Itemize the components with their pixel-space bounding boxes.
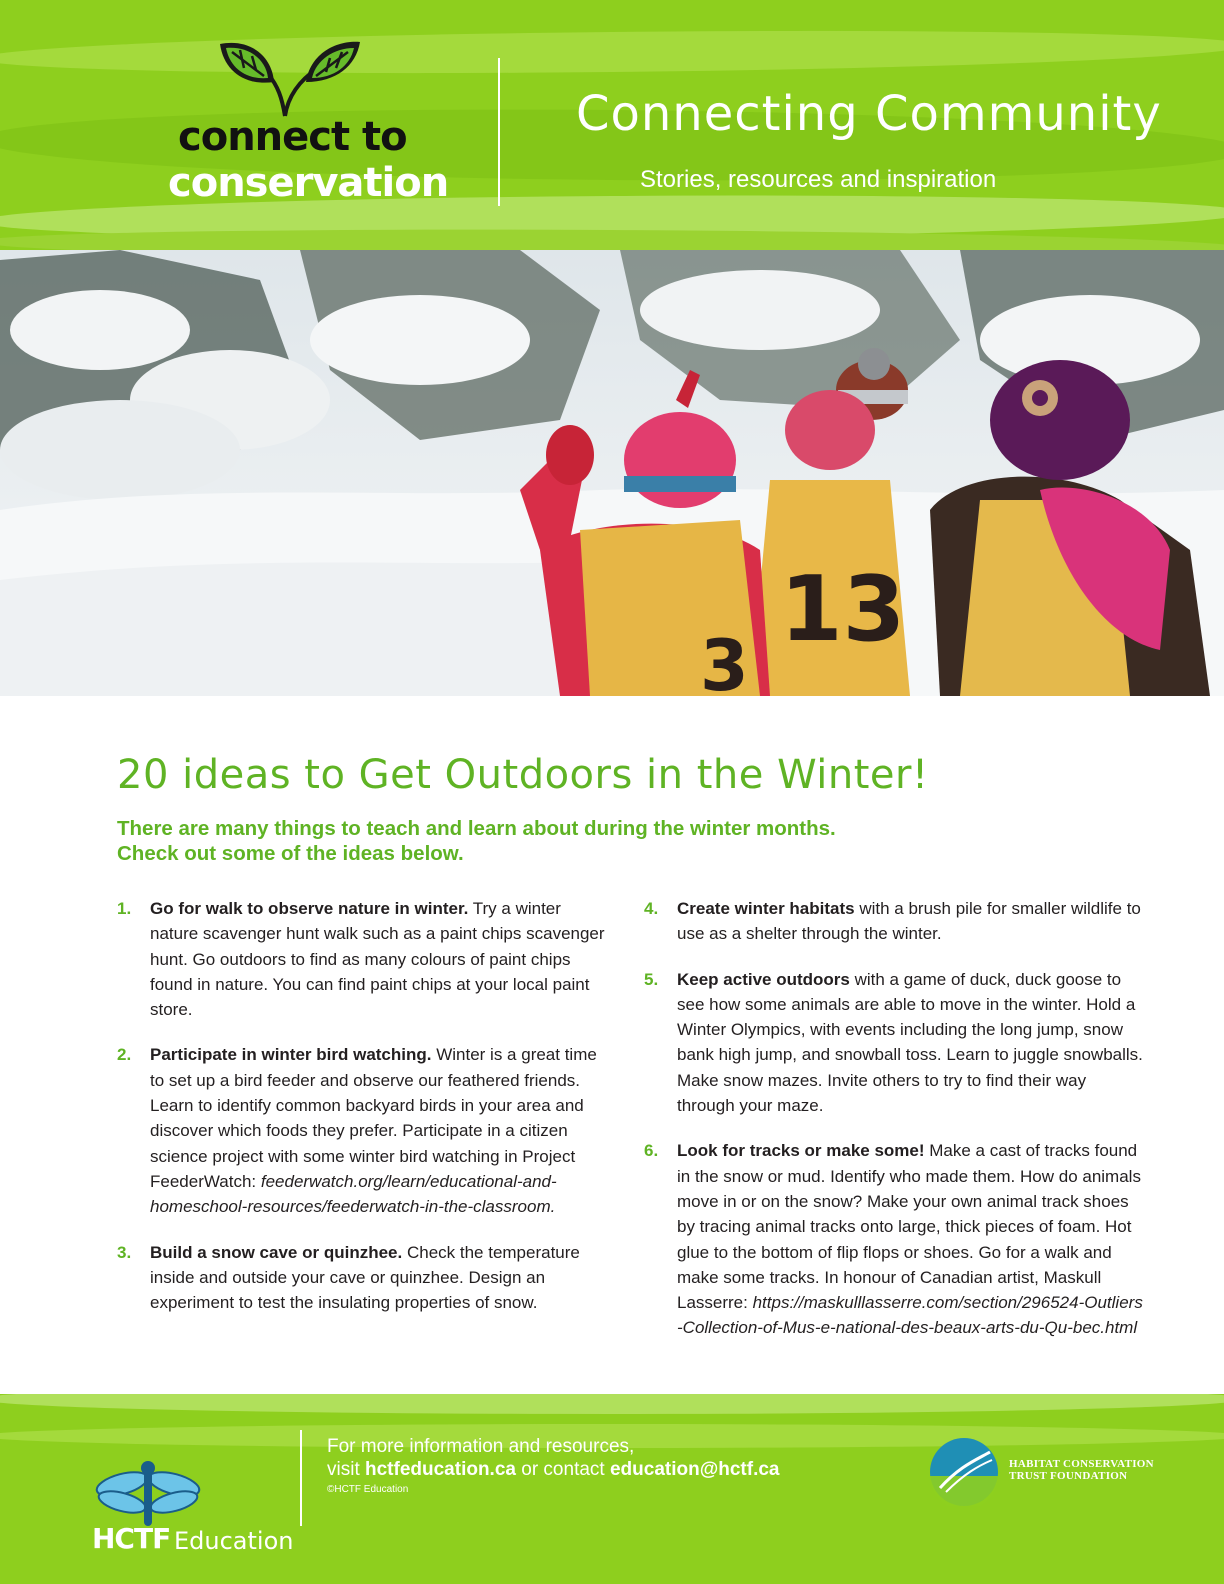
idea-item [644, 896, 1144, 947]
website-link[interactable]: hctfeducation.ca [365, 1459, 516, 1480]
idea-number: 2. [117, 1045, 132, 1065]
idea-heading: Participate in winter bird watching. [150, 1045, 432, 1065]
idea-item [117, 1240, 607, 1316]
logo-text-connect-to: connect to [178, 114, 407, 160]
footer-divider [300, 1430, 302, 1526]
idea-text: with a game of duck, duck goose to see how some animals are able to move in the winter. Hold a Winter Olympics, with events including the long jump, snow bank high jump, and snowball toss. Learn to juggle snowballs. Make snow mazes. Invite others to try to find their way through your maze. [677, 969, 1143, 1116]
idea-item [117, 1042, 607, 1219]
footer-contact-info [327, 1436, 779, 1497]
email-link[interactable]: education@hctf.ca [609, 1459, 780, 1480]
foundation-name-line: TRUST FOUNDATION [1009, 1470, 1128, 1482]
ideas-column-left [117, 896, 607, 1335]
logo-text-conservation: conservation [168, 160, 449, 206]
header-title: Connecting Community [576, 86, 1162, 142]
idea-item [644, 1138, 1144, 1340]
header-banner [0, 0, 1224, 262]
idea-text: Check the temperature inside and outside your cave or quinzhee. Design an experiment to test the insulating properties of snow. [150, 1242, 580, 1313]
idea-text: Winter is a great time to set up a bird feeder and observe our feathered friends. Learn to identify common backyard birds in your area and discover which foods they prefer. Participate in a citizen science project with some winter bird watching in Project FeederWatch: [150, 1045, 597, 1191]
foundation-name [1009, 1458, 1154, 1482]
footer-visit-text: visit [327, 1459, 365, 1480]
copyright: ©HCTF Education [327, 1484, 409, 1495]
hctf-logo-education: Education [174, 1527, 294, 1555]
idea-number: 6. [644, 1141, 659, 1161]
intro-line: Check out some of the ideas below. [117, 842, 464, 865]
footer-info-line [327, 1458, 779, 1482]
idea-item [117, 896, 607, 1022]
idea-number: 3. [117, 1242, 132, 1262]
hctf-logo-text: HCTF [92, 1522, 171, 1555]
header-subtitle: Stories, resources and inspiration [640, 166, 997, 193]
ideas-column-right [644, 896, 1144, 1361]
idea-heading: Look for tracks or make some! [677, 1141, 925, 1161]
idea-text: Try a winter nature scavenger hunt walk such as a paint chips scavenger hunt. Go outdoors to find as many colours of paint chips found in nature. You can find paint chips at your local paint store. [150, 899, 605, 1020]
maskull-lasserre-link[interactable]: https://maskulllasserre.com/section/296524-Outliers-Collection-of-Mus-e-national-des-beaux-arts-du-Qu-bec.html [677, 1293, 1143, 1338]
feederwatch-link[interactable]: feederwatch.org/learn/educational-and-homeschool-resources/feederwatch-in-the-classroom. [150, 1171, 557, 1217]
intro-line: There are many things to teach and learn about during the winter months. [117, 817, 836, 840]
footer-wave [0, 1394, 1224, 1414]
footer-info-line: For more information and resources, [327, 1436, 635, 1457]
winter-photo [0, 250, 1224, 696]
bib-number: 13 [780, 557, 906, 662]
page-title: 20 ideas to Get Outdoors in the Winter! [117, 752, 929, 798]
idea-item [644, 967, 1144, 1119]
idea-heading: Build a snow cave or quinzhee. [150, 1242, 403, 1262]
idea-heading: Keep active outdoors [677, 969, 850, 989]
idea-number: 4. [644, 899, 659, 918]
foundation-name-line: HABITAT CONSERVATION [1009, 1458, 1154, 1470]
idea-text: Make a cast of tracks found in the snow or mud. Identify who made them. How do animals move in or on the snow? Make your own animal track shoes by tracing animal tracks onto large, thick pieces of foam. Hot glue to the bottom of flip flops or shoes. Go for a walk and make some tracks. In honour of Canadian artist, Maskull Lasserre: [677, 1141, 1141, 1313]
idea-heading: Go for walk to observe nature in winter. [150, 899, 469, 918]
idea-number: 1. [117, 899, 132, 918]
intro-text [117, 816, 1017, 866]
idea-text: with a brush pile for smaller wildlife to use as a shelter through the winter. [677, 899, 1141, 944]
footer-or-text: or contact [515, 1459, 610, 1480]
bib-number-partial: 3 [700, 625, 749, 696]
idea-number: 5. [644, 969, 659, 989]
header-divider [498, 58, 500, 206]
connect-to-conservation-logo [160, 38, 449, 218]
leaves-icon [160, 38, 430, 118]
idea-heading: Create winter habitats [677, 899, 855, 918]
